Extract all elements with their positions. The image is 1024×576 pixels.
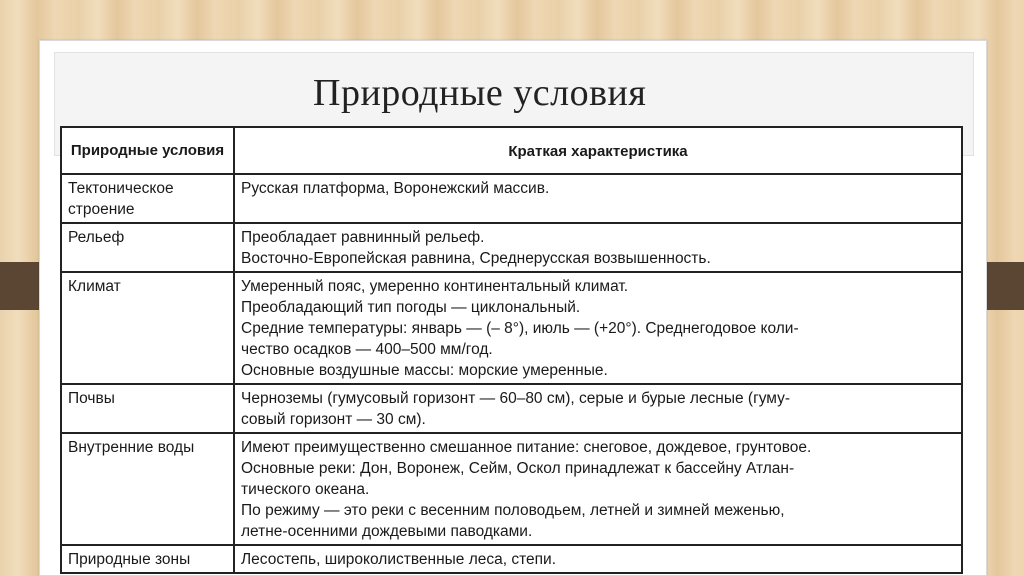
table-row [61,384,962,433]
slide [39,40,987,576]
description-line: летне-осенними дождевыми паводками. [241,523,533,540]
description-line: Имеют преимущественно смешанное питание: снеговое, дождевое, грунтовое. [241,439,812,456]
header-description: Краткая характеристика [234,127,962,174]
table-row [61,272,962,384]
table-row [61,545,962,573]
row-description [234,174,962,223]
row-name: Внутренние воды [61,433,234,545]
row-name: Почвы [61,384,234,433]
description-line: Лесостепь, широколиственные леса, степи. [241,551,557,568]
row-description [234,223,962,272]
description-line: Черноземы (гумусовый горизонт — 60–80 см), серые и бурые лесные (гуму- [241,390,791,407]
row-name: Тектоническое строение [61,174,234,223]
description-line: Умеренный пояс, умеренно континентальный климат. [241,278,629,295]
description-line: совый горизонт — 30 см). [241,411,426,428]
header-conditions: Природные условия [61,127,234,174]
description-line: Основные реки: Дон, Воронеж, Сейм, Оскол принадлежат к бассейну Атлан- [241,460,795,477]
description-line: Русская платформа, Воронежский массив. [241,180,550,197]
row-description [234,272,962,384]
table-row [61,223,962,272]
row-description [234,384,962,433]
description-line: Преобладает равнинный рельеф. [241,229,485,246]
table-row [61,174,962,223]
description-line: Преобладающий тип погоды — циклональный. [241,299,581,316]
description-line: Основные воздушные массы: морские умеренные. [241,362,608,379]
row-description [234,433,962,545]
row-name: Природные зоны [61,545,234,573]
conditions-table [60,126,963,574]
description-line: Средние температуры: январь — (– 8°), июль — (+20°). Среднегодовое коли- [241,320,799,337]
row-name: Климат [61,272,234,384]
table-row [61,433,962,545]
description-line: Восточно-Европейская равнина, Среднерусская возвышенность. [241,250,711,267]
table-header-row [61,127,962,174]
description-line: тического океана. [241,481,370,498]
slide-title: Природные условия [313,72,647,114]
row-description [234,545,962,573]
description-line: По режиму — это реки с весенним половодьем, летней и зимней меженью, [241,502,785,519]
description-line: чество осадков — 400–500 мм/год. [241,341,493,358]
row-name: Рельеф [61,223,234,272]
